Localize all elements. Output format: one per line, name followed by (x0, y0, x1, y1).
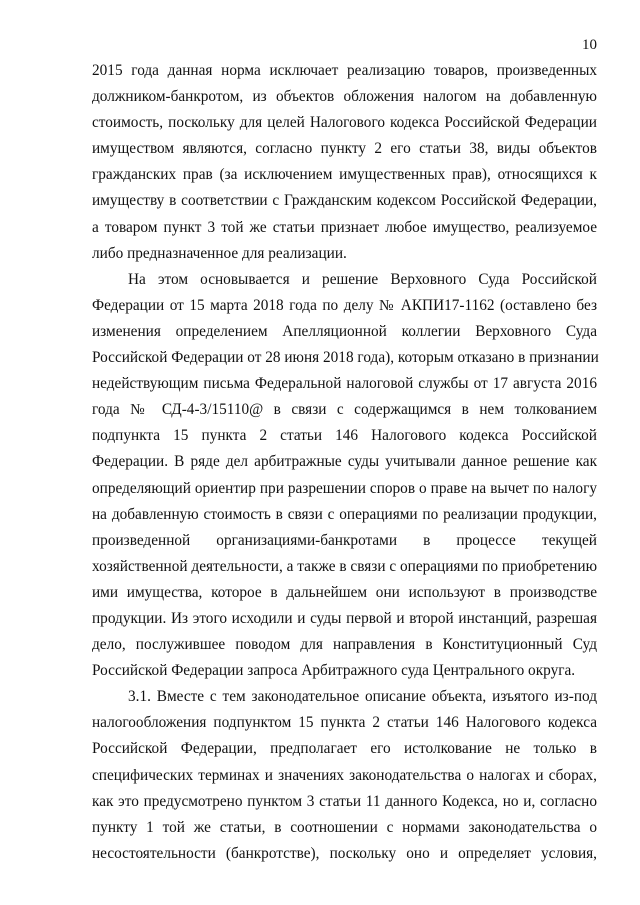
text-line: 2015 года данная норма исключает реализацию товаров, произведенных (92, 62, 597, 79)
text-line: либо предназначенное для реализации. (92, 244, 347, 262)
text-line: пункту 1 той же статьи, в соотношении с нормами законодательства о (92, 818, 597, 836)
text-line: произведенной организациями-банкротами в процессе текущей (92, 531, 597, 549)
text-line: Российской Федерации от 28 июня 2018 года), которым отказано в признании (92, 349, 599, 367)
text-line: стоимость, поскольку для целей Налогового кодекса Российской Федерации (92, 114, 597, 132)
text-line: имуществу в соответствии с Гражданским кодексом Российской Федерации, (92, 192, 597, 210)
text-line: Федерации от 15 марта 2018 года по делу № АКПИ17-1162 (оставлено без (92, 296, 597, 314)
text-line: гражданских прав (за исключением имущественных прав), относящихся к (92, 166, 597, 184)
paragraph (92, 684, 597, 867)
paragraph (92, 58, 597, 267)
text-line: изменения определением Апелляционной коллегии Верховного Суда (92, 322, 597, 340)
text-line: несостоятельности (банкротстве), поскольку оно и определяет условия, (92, 844, 597, 862)
text-line: Российской Федерации, предполагает его истолкование не только в (92, 740, 597, 758)
text-line: Федерации. В ряде дел арбитражные суды учитывали данное решение как (92, 453, 597, 471)
text-line: На этом основывается и решение Верховного Суда Российской (128, 270, 597, 288)
text-line: имуществом являются, согласно пункту 2 его статьи 38, виды объектов (92, 140, 597, 158)
text-line: а товаром пункт 3 той же статьи признает любое имущество, реализуемое (92, 218, 597, 236)
text-line: дело, послужившее поводом для направления в Конституционный Суд (92, 636, 597, 654)
text-line: Российской Федерации запроса Арбитражного суда Центрального округа. (92, 662, 576, 680)
body-text (92, 58, 597, 867)
text-line: продукции. Из этого исходили и суды первой и второй инстанций, разрешая (92, 609, 597, 627)
text-line: недействующим письма Федеральной налоговой службы от 17 августа 2016 (92, 375, 597, 393)
text-line: специфических терминах и значениях законодательства о налогах и сборах, (92, 766, 597, 784)
text-line: определяющий ориентир при разрешении споров о праве на вычет по налогу (92, 479, 597, 497)
text-line: 3.1. Вместе с тем законодательное описание объекта, изъятого из-под (128, 688, 597, 706)
text-line: налогообложения подпунктом 15 пункта 2 статьи 146 Налогового кодекса (92, 714, 597, 732)
text-line: должником-банкротом, из объектов обложения налогом на добавленную (92, 88, 597, 106)
text-line: года № СД-4-3/15110@ в связи с содержащимся в нем толкованием (92, 401, 597, 419)
text-line: ими имущества, которое в дальнейшем они используют в производстве (92, 583, 597, 601)
text-line: как это предусмотрено пунктом 3 статьи 11 данного Кодекса, но и, согласно (92, 792, 597, 810)
paragraph (92, 267, 597, 685)
page-number: 10 (582, 37, 597, 53)
text-line: подпункта 15 пункта 2 статьи 146 Налогового кодекса Российской (92, 427, 597, 445)
text-line: хозяйственной деятельности, а также в связи с операциями по приобретению (92, 557, 597, 575)
text-line: на добавленную стоимость в связи с операциями по реализации продукции, (92, 505, 597, 523)
